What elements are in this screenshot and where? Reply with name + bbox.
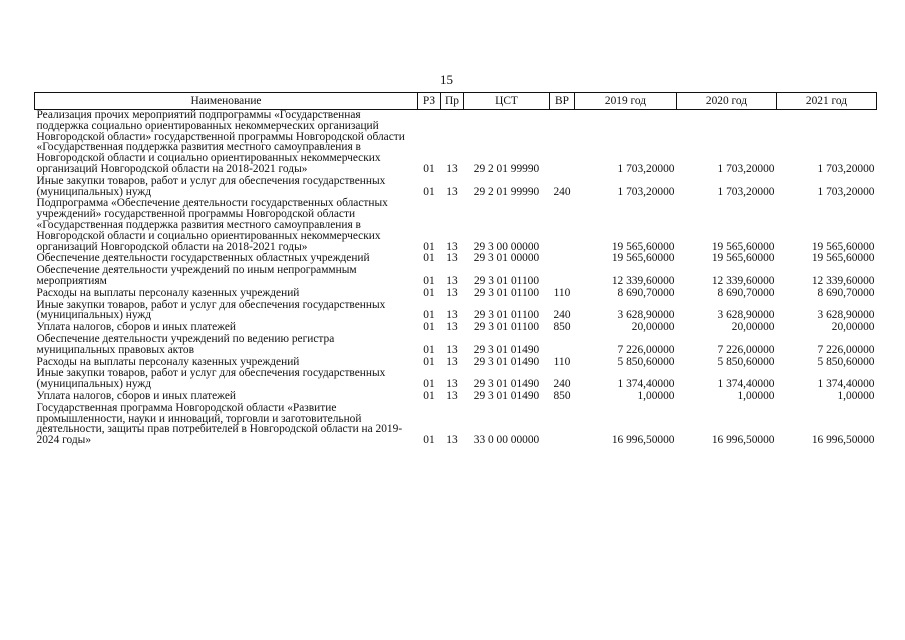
table-row	[35, 110, 877, 176]
row-vr	[550, 265, 575, 288]
row-2021: 3 628,90000	[817, 309, 875, 322]
row-2020: 1 703,20000	[717, 185, 775, 198]
row-2021: 5 850,60000	[817, 355, 875, 368]
row-2019: 5 850,60000	[617, 355, 675, 368]
row-rz: 01	[423, 162, 435, 175]
row-rz: 01	[423, 309, 435, 322]
budget-table	[34, 92, 877, 447]
row-pr: 13	[446, 240, 458, 253]
row-vr: 240	[553, 185, 571, 198]
table-row	[35, 334, 877, 357]
page-number: 15	[440, 72, 453, 87]
row-2020: 1 703,20000	[717, 162, 775, 175]
row-vr	[550, 403, 575, 447]
row-2020: 8 690,70000	[717, 286, 775, 299]
row-pr: 13	[446, 434, 458, 447]
row-name: Обеспечение деятельности государственных областных учреждений	[36, 252, 370, 265]
row-pr: 13	[446, 286, 458, 299]
header-rz: РЗ	[418, 93, 441, 110]
row-pr: 13	[446, 274, 458, 287]
row-2019: 19 565,60000	[611, 252, 675, 265]
row-2020: 3 628,90000	[717, 309, 775, 322]
row-2019: 1 374,40000	[617, 378, 675, 391]
row-2019: 1 703,20000	[617, 185, 675, 198]
row-2020: 16 996,50000	[711, 434, 775, 447]
table-row	[35, 198, 877, 253]
header-cst: ЦСТ	[464, 93, 550, 110]
row-2020: 20,00000	[731, 321, 775, 334]
row-2020: 19 565,60000	[711, 252, 775, 265]
row-2021: 20,00000	[831, 321, 875, 334]
row-rz: 01	[423, 434, 435, 447]
row-cst: 33 0 00 00000	[473, 434, 540, 447]
header-pr: Пр	[441, 93, 464, 110]
row-cst: 29 3 01 01100	[473, 274, 540, 287]
row-2021: 1,00000	[837, 389, 875, 402]
row-vr	[550, 198, 575, 253]
row-2019: 16 996,50000	[611, 434, 675, 447]
row-vr	[550, 253, 575, 265]
row-vr: 850	[553, 389, 571, 402]
row-rz: 01	[423, 321, 435, 334]
row-rz: 01	[423, 286, 435, 299]
table-row	[35, 300, 877, 323]
row-cst: 29 3 01 01100	[473, 321, 540, 334]
row-pr: 13	[446, 343, 458, 356]
row-name: Уплата налогов, сборов и иных платежей	[36, 389, 236, 402]
row-cst: 29 3 01 01490	[473, 378, 540, 391]
row-cst: 29 3 01 01490	[473, 389, 540, 402]
row-name: Уплата налогов, сборов и иных платежей	[36, 321, 236, 334]
row-vr: 240	[553, 378, 571, 391]
row-2019: 3 628,90000	[617, 309, 675, 322]
row-cst: 29 3 01 00000	[473, 252, 540, 265]
row-2021: 1 374,40000	[817, 378, 875, 391]
row-2021: 16 996,50000	[811, 434, 875, 447]
row-rz: 01	[423, 185, 435, 198]
row-rz: 01	[423, 389, 435, 402]
row-cst: 29 2 01 99990	[473, 162, 540, 175]
row-2020: 7 226,00000	[717, 343, 775, 356]
row-name: Государственная программа Новгородской области «Развитие промышленности, науки и инноваций, торговли и заготовительной деятельности, защиты прав потребителей в Новгородской области на 2019-2024 годы»	[36, 401, 403, 447]
row-cst: 29 3 01 01490	[473, 355, 540, 368]
row-2021: 1 703,20000	[817, 185, 875, 198]
row-name: Реализация прочих мероприятий подпрограммы «Государственная поддержка социально ориентированных некоммерческих организаций Новгородской области» государственной программы Новгородской области «Государственная поддержка развития местного самоуправления в Новгородской области и социально ориентированных некоммерческих организаций Новгородской области на 2018-2021 годы»	[36, 109, 405, 175]
table-header-row	[35, 93, 877, 110]
row-cst: 29 3 00 00000	[473, 240, 540, 253]
row-rz: 01	[423, 343, 435, 356]
row-name: Обеспечение деятельности учреждений по иным непрограммным мероприятиям	[36, 264, 357, 287]
row-2021: 19 565,60000	[811, 240, 875, 253]
row-name: Иные закупки товаров, работ и услуг для обеспечения государственных (муниципальных) нужд	[36, 298, 386, 322]
row-2021: 19 565,60000	[811, 252, 875, 265]
row-rz: 01	[423, 240, 435, 253]
row-name: Иные закупки товаров, работ и услуг для обеспечения государственных (муниципальных) нужд	[36, 174, 386, 198]
row-cst: 29 2 01 99990	[473, 185, 540, 198]
row-vr: 240	[553, 309, 571, 322]
row-name: Иные закупки товаров, работ и услуг для обеспечения государственных (муниципальных) нужд	[36, 367, 386, 391]
row-2019: 8 690,70000	[617, 286, 675, 299]
row-rz: 01	[423, 355, 435, 368]
row-pr: 13	[446, 378, 458, 391]
row-2021: 1 703,20000	[817, 162, 875, 175]
row-pr: 13	[446, 389, 458, 402]
row-vr: 110	[553, 286, 571, 299]
header-2021: 2021 год	[777, 93, 877, 110]
row-vr	[550, 334, 575, 357]
row-2019: 20,00000	[631, 321, 675, 334]
row-2020: 19 565,60000	[711, 240, 775, 253]
row-name: Расходы на выплаты персоналу казенных учреждений	[36, 286, 300, 299]
header-2020: 2020 год	[677, 93, 777, 110]
header-vr: ВР	[550, 93, 575, 110]
header-2019: 2019 год	[575, 93, 677, 110]
row-vr: 110	[553, 355, 571, 368]
row-2019: 1,00000	[637, 389, 675, 402]
row-rz: 01	[423, 252, 435, 265]
row-2020: 1 374,40000	[717, 378, 775, 391]
row-cst: 29 3 01 01100	[473, 286, 540, 299]
row-rz: 01	[423, 274, 435, 287]
table-row	[35, 391, 877, 403]
table-body	[35, 110, 877, 447]
row-vr	[550, 110, 575, 176]
row-2020: 5 850,60000	[717, 355, 775, 368]
row-pr: 13	[446, 321, 458, 334]
row-name: Обеспечение деятельности учреждений по ведению регистра муниципальных правовых актов	[36, 332, 335, 356]
row-name: Расходы на выплаты персоналу казенных учреждений	[36, 355, 300, 368]
table-row	[35, 265, 877, 288]
row-pr: 13	[446, 185, 458, 198]
table-row	[35, 288, 877, 300]
row-2021: 12 339,60000	[811, 274, 875, 287]
table-row	[35, 368, 877, 391]
row-pr: 13	[446, 309, 458, 322]
table-row	[35, 403, 877, 447]
row-pr: 13	[446, 252, 458, 265]
row-2021: 7 226,00000	[817, 343, 875, 356]
row-2019: 12 339,60000	[611, 274, 675, 287]
row-2019: 19 565,60000	[611, 240, 675, 253]
row-pr: 13	[446, 355, 458, 368]
row-cst: 29 3 01 01490	[473, 343, 540, 356]
row-pr: 13	[446, 162, 458, 175]
row-2019: 1 703,20000	[617, 162, 675, 175]
row-2020: 12 339,60000	[711, 274, 775, 287]
row-rz: 01	[423, 378, 435, 391]
header-name: Наименование	[35, 93, 418, 110]
row-cst: 29 3 01 01100	[473, 309, 540, 322]
row-2019: 7 226,00000	[617, 343, 675, 356]
row-2021: 8 690,70000	[817, 286, 875, 299]
row-vr: 850	[553, 321, 571, 334]
row-name: Подпрограмма «Обеспечение деятельности государственных областных учреждений» государственной программы Новгородской области «Государственная поддержка развития местного самоуправления в Новгородской области и социально ориентированных некоммерческих организаций Новгородской области на 2018-2021 годы»	[36, 197, 388, 253]
row-2020: 1,00000	[737, 389, 775, 402]
table-row	[35, 176, 877, 199]
